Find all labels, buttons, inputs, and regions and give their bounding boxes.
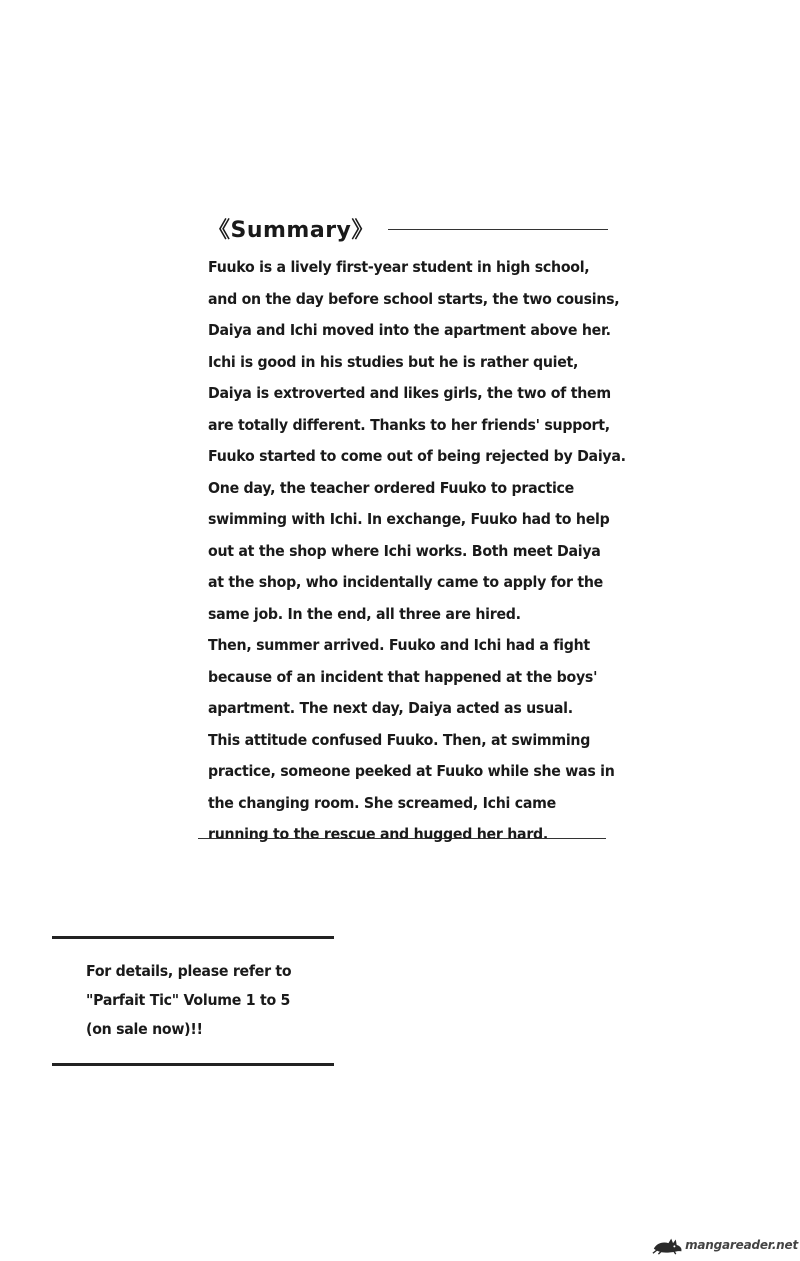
summary-line: This attitude confused Fuuko. Then, at swimming — [208, 730, 591, 749]
summary-line: swimming with Ichi. In exchange, Fuuko had to help — [208, 510, 610, 528]
summary-line: Fuuko is a lively first-year student in high school, — [208, 258, 590, 276]
summary-header — [208, 208, 608, 248]
summary-line: same job. In the end, all three are hired. — [208, 604, 521, 623]
summary-line: because of an incident that happened at the boys' — [208, 667, 598, 686]
summary-line: Then, summer arrived. Fuuko and Ichi had a fight — [208, 636, 590, 654]
summary-title-rule — [388, 229, 608, 230]
summary-line: are totally different. Thanks to her friends' support, — [208, 415, 610, 434]
notice-line: (on sale now)!! — [86, 1020, 203, 1038]
summary-body — [208, 252, 638, 851]
summary-line: Ichi is good in his studies but he is rather quiet, — [208, 352, 579, 371]
summary-title: 《Summary》 — [208, 217, 374, 243]
summary-line: running to the rescue and hugged her hard. — [208, 825, 548, 843]
notice-top-rule — [52, 936, 334, 939]
watermark-text: mangareader.net — [685, 1238, 798, 1252]
summary-line: practice, someone peeked at Fuuko while she was in — [208, 762, 615, 780]
summary-line: and on the day before school starts, the two cousins, — [208, 289, 620, 308]
notice-bottom-rule — [52, 1063, 334, 1066]
summary-bottom-rule — [198, 838, 606, 839]
notice-line: For details, please refer to — [86, 962, 292, 980]
summary-line: One day, the teacher ordered Fuuko to practice — [208, 478, 574, 497]
summary-line: the changing room. She screamed, Ichi came — [208, 793, 556, 812]
summary-line: apartment. The next day, Daiya acted as usual. — [208, 699, 573, 717]
cat-logo-icon — [652, 1235, 683, 1255]
summary-line: out at the shop where Ichi works. Both meet Daiya — [208, 541, 601, 560]
summary-line: Daiya and Ichi moved into the apartment above her. — [208, 321, 611, 339]
summary-line: Daiya is extroverted and likes girls, the two of them — [208, 384, 611, 402]
summary-line: at the shop, who incidentally came to apply for the — [208, 573, 604, 591]
notice-body — [86, 957, 336, 1044]
summary-line: Fuuko started to come out of being rejected by Daiya. — [208, 447, 626, 465]
notice-line: "Parfait Tic" Volume 1 to 5 — [86, 991, 291, 1009]
watermark — [652, 1234, 798, 1256]
